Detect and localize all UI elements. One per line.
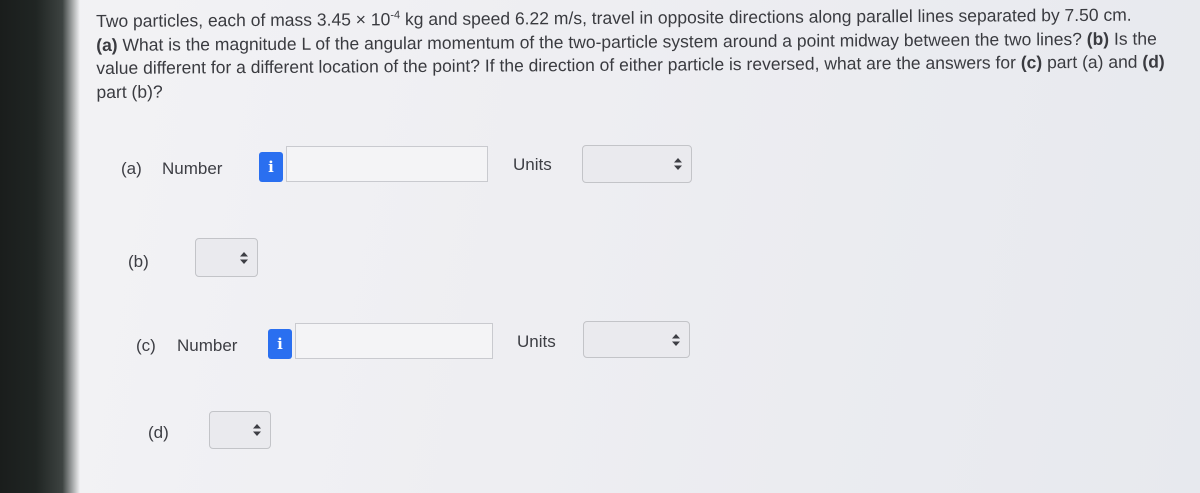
answer-a-info-button[interactable]	[259, 152, 283, 182]
question-part-c-label: (c)	[1020, 52, 1043, 73]
updown-arrows-icon	[673, 157, 683, 171]
answer-a-units-select[interactable]	[582, 145, 692, 183]
answer-d-select[interactable]	[209, 411, 271, 449]
info-icon: i	[277, 335, 283, 353]
answer-a-units-label: Units	[513, 155, 552, 174]
answer-a-label: (a)	[121, 159, 142, 178]
question-part-b-text: Is the value different for a different location of the point? If the direction of either particle is reversed, what are the answers for	[96, 28, 1157, 78]
left-screen-edge	[0, 0, 80, 493]
updown-arrows-icon	[252, 423, 262, 437]
question-part-a-label: (a)	[96, 34, 118, 55]
answer-a-number-label: Number	[162, 159, 223, 178]
answer-d-label: (d)	[148, 423, 169, 442]
answer-c-units-label: Units	[517, 332, 556, 351]
question-part-d-text: part (b)?	[96, 81, 163, 102]
updown-arrows-icon	[239, 251, 249, 265]
question-part-a-text: What is the magnitude L of the angular momentum of the two-particle system around a point midway between the two lines?	[117, 28, 1087, 55]
answer-b-select[interactable]	[195, 238, 258, 277]
answer-c-label: (c)	[136, 336, 156, 355]
question-part-b-label: (b)	[1086, 28, 1110, 49]
answer-c-info-button[interactable]	[268, 329, 292, 359]
answer-b-label: (b)	[128, 252, 149, 271]
question-text	[96, 3, 1187, 104]
question-part-d-label: (d)	[1142, 51, 1165, 72]
answer-c-units-select[interactable]	[583, 321, 690, 358]
info-icon: i	[268, 158, 274, 176]
question-part-c-text: part (a) and	[1042, 51, 1143, 73]
answer-a-number-input[interactable]	[286, 146, 488, 182]
answer-c-number-label: Number	[177, 336, 238, 355]
answer-c-number-input[interactable]	[295, 323, 493, 359]
question-sentence-1: Two particles, each of mass $3.45 \times 10^{-4}$ kg and speed 6.22 m/s, travel in opposite directions along parallel lines separated by 7.50 cm.	[96, 4, 1132, 31]
updown-arrows-icon	[671, 333, 681, 347]
